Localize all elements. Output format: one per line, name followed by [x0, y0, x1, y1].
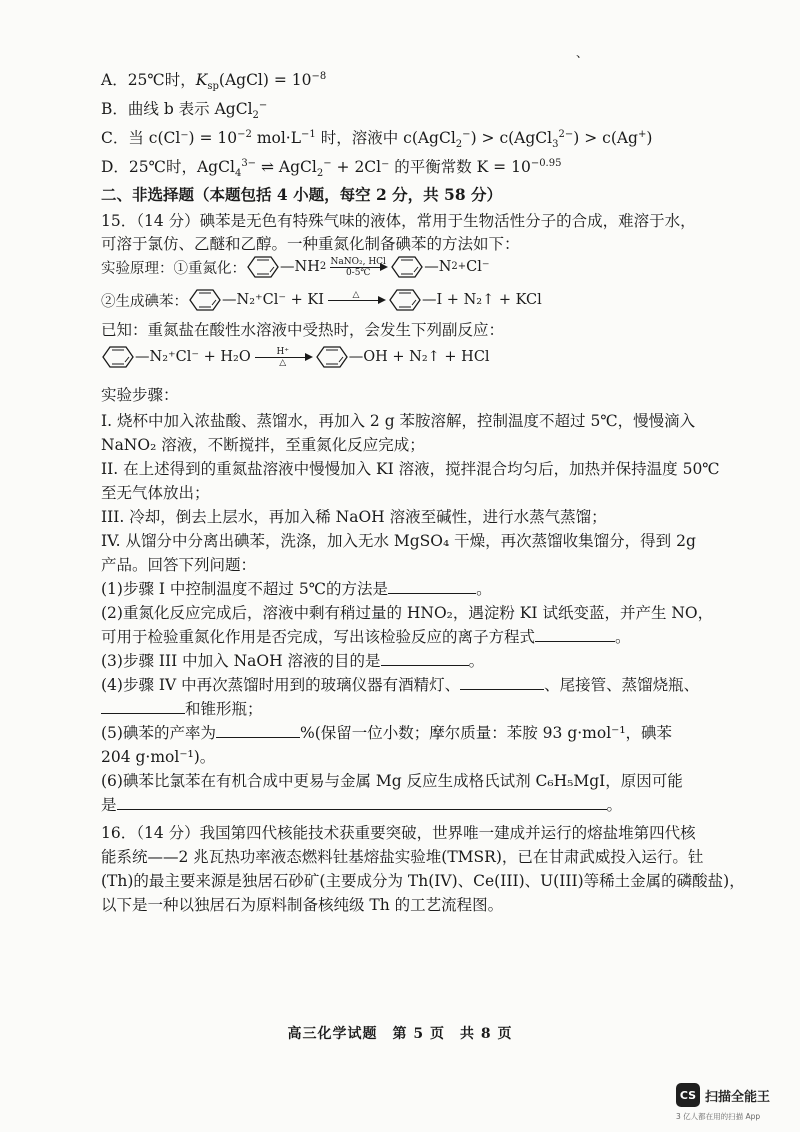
question-5b: 204 g·mol⁻¹)。 [101, 748, 216, 766]
principle-label: 实验原理：①重氮化： [101, 260, 246, 277]
q15-intro-1: 15．（14 分）碘苯是无色有特殊气味的液体，常用于生物活性分子的合成，难溶于水， [101, 212, 696, 230]
question-2a: (2)重氮化反应完成后，溶液中剩有稍过量的 HNO₂，遇淀粉 KI 试纸变蓝，并产生 NO， [101, 604, 714, 622]
question-1: (1)步骤 I 中控制温度不超过 5℃的方法是 。 [101, 580, 492, 598]
step-1a: I. 烧杯中加入浓盐酸、蒸馏水，再加入 2 g 苯胺溶解，控制温度不超过 5℃，慢慢滴入 [101, 412, 696, 430]
answer-blank[interactable] [535, 627, 615, 642]
benzene-ring-icon [390, 255, 424, 279]
benzene-ring-icon [315, 345, 349, 369]
option-c: C．当 $c(Cl^-) = 10^{-2}$ $mol\cdot L^{-1}$ 时，溶液中 c(AgCl$_2$−) > c(AgCl$_3^{2-}$) > c(Ag+) [101, 128, 653, 151]
scanner-tagline: 3 亿人都在用的扫描 App [676, 1112, 761, 1121]
reaction-arrow: △ [328, 290, 384, 311]
q15-intro-2: 可溶于氯仿、乙醚和乙醇。一种重氮化制备碘苯的方法如下： [101, 235, 520, 253]
reaction-side: —N₂⁺Cl⁻ + H₂O H⁺ △ —OH + N₂↑ + HCl [101, 343, 490, 371]
question-4a: (4)步骤 IV 中再次蒸馏时用到的玻璃仪器有酒精灯、 、尾接管、蒸馏烧瓶、 [101, 676, 700, 694]
question-4b: 和锥形瓶； [101, 698, 263, 720]
q16-line-4: 以下是一种以独居石为原料制备核纯级 Th 的工艺流程图。 [101, 896, 504, 914]
steps-label: 实验步骤： [101, 386, 179, 404]
option-b: B．曲线 b 表示 AgCl$_2$− [101, 99, 268, 122]
question-6b: 是 。 [101, 796, 623, 814]
step-2b: 至无气体放出； [101, 484, 210, 502]
section-heading: 二、非选择题（本题包括 4 小题，每空 2 分，共 58 分） [101, 185, 503, 204]
page-footer: 高三化学试题 第 5 页 共 8 页 [287, 1026, 513, 1042]
reaction-iodination: ②生成碘苯： —N₂⁺Cl⁻ + KI △ —I + N₂↑ + KCl [101, 286, 542, 314]
step-2a: II. 在上述得到的重氮盐溶液中慢慢加入 KI 溶液，搅拌混合均匀后，加热并保持温度 50℃ [101, 460, 720, 478]
question-2b: 可用于检验重氮化作用是否完成，写出该检验反应的离子方程式 。 [101, 628, 631, 646]
option-d: D．25℃时，AgCl$_4^{3-}$ ⇌ AgCl$_2$− + 2Cl⁻ 的平衡常数 $K = 10^{-0.95}$ [101, 157, 562, 180]
answer-blank[interactable] [381, 651, 469, 666]
benzene-ring-icon [246, 255, 280, 279]
question-6a: (6)碘苯比氯苯在有机合成中更易与金属 Mg 反应生成格氏试剂 C₆H₅MgI，原因可能 [101, 772, 683, 790]
question-3: (3)步骤 III 中加入 NaOH 溶液的目的是 。 [101, 652, 485, 670]
cs-logo-icon: CS [676, 1083, 700, 1107]
q16-line-3: (Th)的最主要来源是独居石砂矿(主要成分为 Th(IV)、Ce(III)、U(III)等稀土金属的磷酸盐)， [101, 872, 745, 890]
stray-mark: 、 [576, 46, 589, 60]
step-4b: 产品。回答下列问题： [101, 556, 257, 574]
step-4a: IV. 从馏分中分离出碘苯，洗涤，加入无水 MgSO₄ 干燥，再次蒸馏收集馏分，得到 2g [101, 532, 696, 550]
answer-blank[interactable] [216, 723, 300, 738]
side-reaction-intro: 已知：重氮盐在酸性水溶液中受热时，会发生下列副反应： [101, 321, 505, 339]
question-5a: (5)碘苯的产率为 %(保留一位小数；摩尔质量：苯胺 93 g·mol⁻¹，碘苯 [101, 724, 673, 742]
answer-blank[interactable] [117, 795, 607, 810]
step-1b: NaNO₂ 溶液，不断搅拌，至重氮化反应完成； [101, 436, 425, 454]
answer-blank[interactable] [388, 579, 476, 594]
step-3: III. 冷却，倒去上层水，再加入稀 NaOH 溶液至碱性，进行水蒸气蒸馏； [101, 508, 607, 526]
benzene-ring-icon [388, 288, 422, 312]
q16-line-2: 能系统——2 兆瓦热功率液态燃料钍基熔盐实验堆(TMSR)，已在甘肃武威投入运行。钍 [101, 848, 704, 866]
reaction-arrow: H⁺ △ [255, 347, 311, 368]
benzene-ring-icon [188, 288, 222, 312]
reaction-arrow: NaNO₂, HCl 0-5℃ [330, 256, 386, 278]
scanner-logo [676, 1083, 770, 1107]
reaction-diazotization: 实验原理：①重氮化： —NH 2 NaNO₂, HCl 0-5℃ —N 2 + Cl⁻ [101, 256, 490, 278]
q16-line-1: 16．（14 分）我国第四代核能技术获重要突破，世界唯一建成并运行的熔盐堆第四代核 [101, 824, 696, 842]
option-a: A．25℃时，$K_{sp}(AgCl) = 10^{-8}$ [101, 70, 327, 93]
scanner-app-name: 扫描全能王 [705, 1089, 771, 1105]
answer-blank[interactable] [101, 699, 185, 714]
answer-blank[interactable] [460, 675, 544, 690]
benzene-ring-icon [101, 345, 135, 369]
